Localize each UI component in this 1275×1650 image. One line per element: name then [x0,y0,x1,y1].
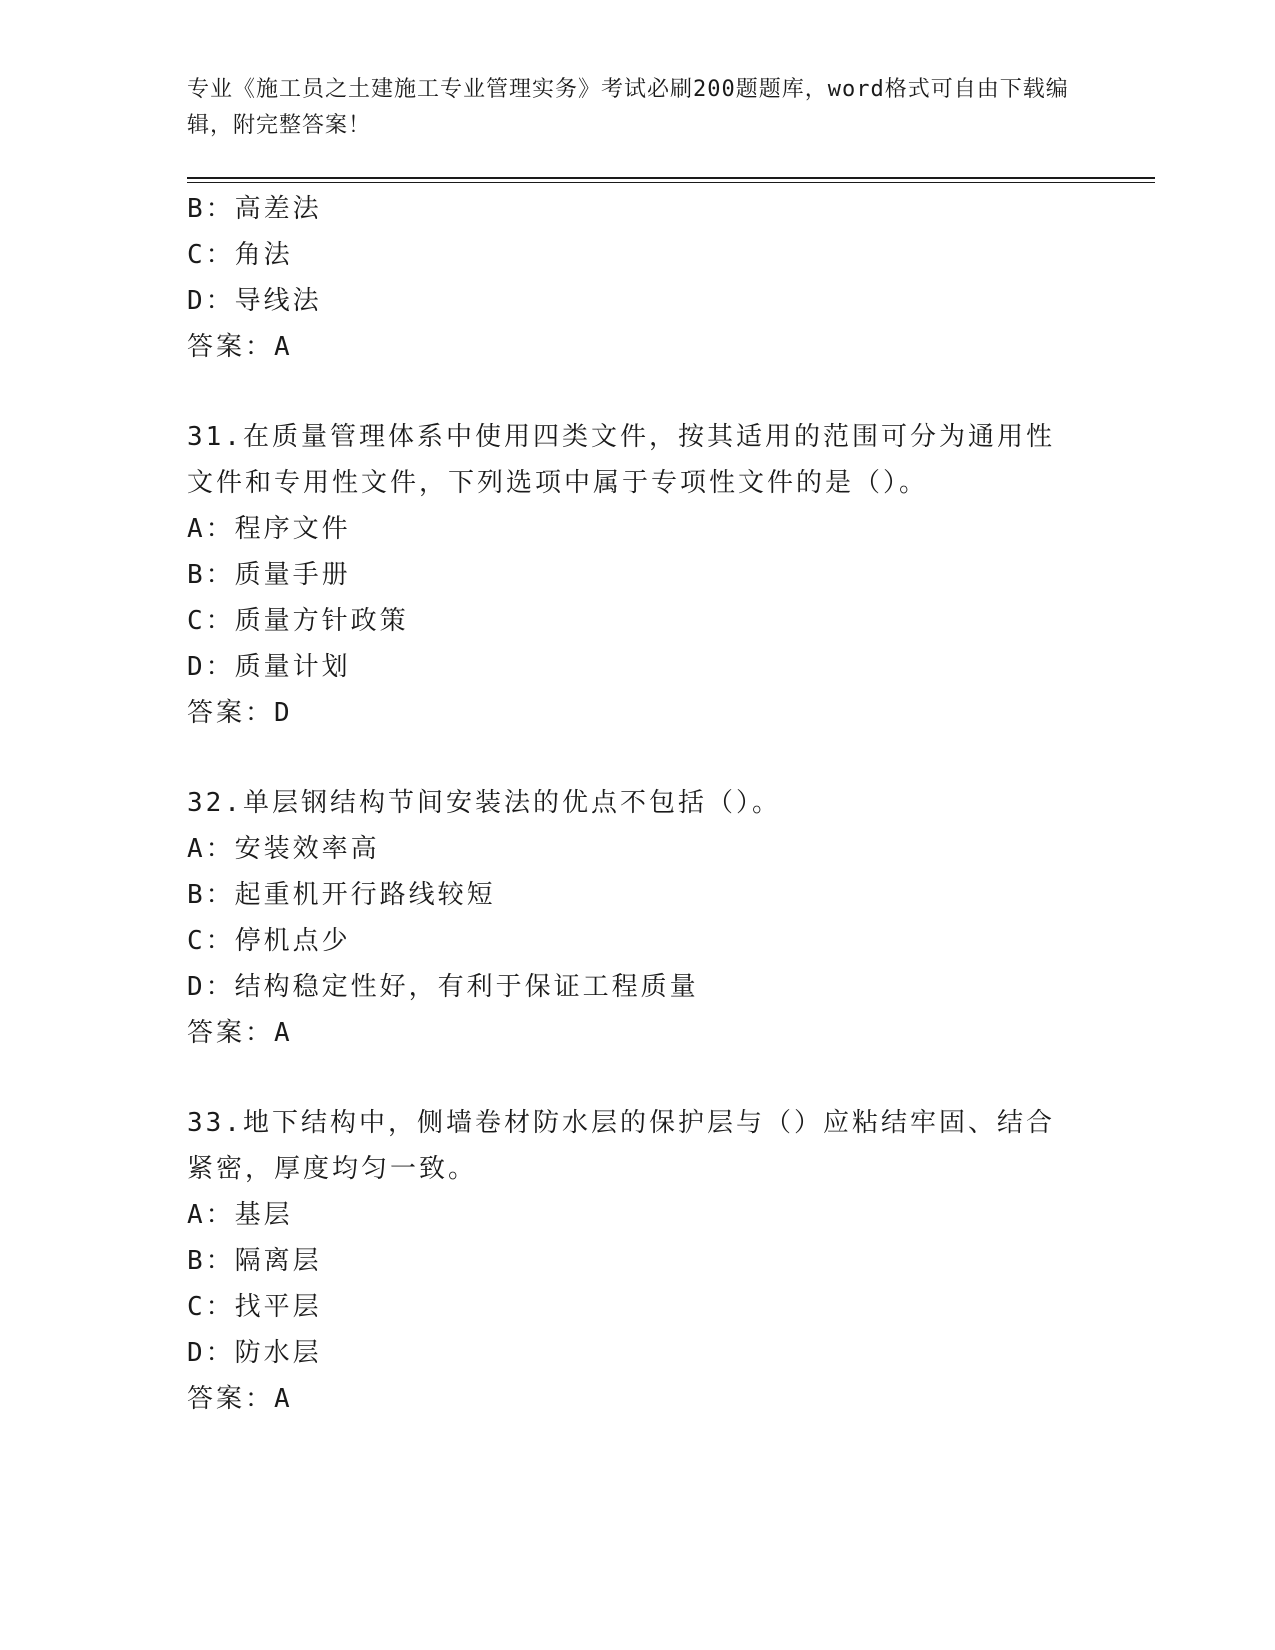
option-a: A：程序文件 [187,514,351,544]
header-divider-thin [187,182,1155,183]
option-c: C：停机点少 [187,926,351,956]
option-b: B：质量手册 [187,560,351,590]
question-stem: 33.地下结构中，侧墙卷材防水层的保护层与（）应粘结牢固、结合紧密，厚度均匀一致。 [187,1108,1055,1184]
question-33 [187,1100,1087,1422]
answer-line: 答案：A [187,1384,293,1414]
question-32 [187,780,1087,1056]
question-content [187,186,1087,1422]
option-c: C：角法 [187,240,293,270]
question-stem: 32.单层钢结构节间安装法的优点不包括（）。 [187,788,781,818]
option-d: D：导线法 [187,286,322,316]
option-d: D：质量计划 [187,652,351,682]
option-a: A：安装效率高 [187,834,380,864]
spacer [187,370,1087,414]
answer-line: 答案：A [187,1018,293,1048]
answer-line: 答案：D [187,698,293,728]
answer-line: 答案：A [187,332,293,362]
option-b: B：隔离层 [187,1246,322,1276]
previous-question-tail [187,186,1087,370]
option-d: D：防水层 [187,1338,322,1368]
option-c: C：质量方针政策 [187,606,409,636]
option-b: B：高差法 [187,194,322,224]
question-31 [187,414,1087,736]
spacer [187,1056,1087,1100]
option-c: C：找平层 [187,1292,322,1322]
option-a: A：基层 [187,1200,293,1230]
document-header: 专业《施工员之土建施工专业管理实务》考试必刷200题题库，word格式可自由下载编辑，附完整答案！ [187,77,1069,138]
header-divider-thick [187,177,1155,179]
option-b: B：起重机开行路线较短 [187,880,496,910]
question-stem: 31.在质量管理体系中使用四类文件，按其适用的范围可分为通用性文件和专用性文件，下列选项中属于专项性文件的是（）。 [187,422,1055,498]
spacer [187,736,1087,780]
option-d: D：结构稳定性好，有利于保证工程质量 [187,972,699,1002]
